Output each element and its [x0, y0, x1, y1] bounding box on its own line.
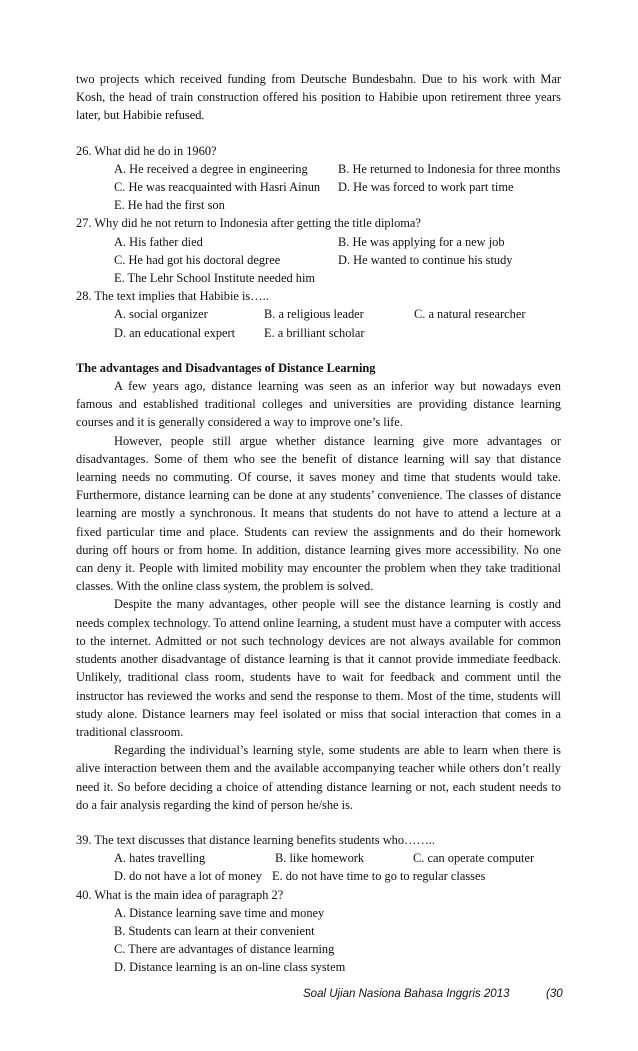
passage-paragraph-3: Despite the many advantages, other people will see the distance learning is costly and needs complex technology. To attend online learning, a student must have a computer with access to the internet. Admitted or not such technology devices are not always available for common students another disadvantage of distance learning is that it cannot provide immediate feedback. Unlikely, traditional class room, students have to wait for feedback and comment until the instructor has reviewed the works and send the response to them. Most of the time, students will study alone. Distance learners may feel isolated or miss that social interaction that comes in a traditional classroom.	[76, 597, 561, 739]
option-b: B. He returned to Indonesia for three months	[338, 161, 561, 176]
question-text: 26. What did he do in 1960?	[76, 143, 217, 158]
passage-paragraph-1: A few years ago, distance learning was seen as an inferior way but nowadays even famous and established traditional colleges and universities are providing distance learning courses and it is generally considered a way to improve one’s life.	[76, 379, 561, 430]
question-28	[76, 287, 561, 342]
option-a: A. social organizer	[114, 307, 208, 322]
question-40	[76, 886, 561, 977]
passage-paragraph-4: Regarding the individual’s learning style, some students are able to learn when there is alive interaction between them and the available accompanying teacher while others don’t really need it. So before deciding a choice of attending distance learning or not, each student needs to do a fair analysis regarding the kind of person he/she is.	[76, 743, 561, 812]
option-e: E. He had the first son	[114, 198, 225, 213]
question-text: 40. What is the main idea of paragraph 2?	[76, 887, 284, 902]
option-a: A. Distance learning save time and money	[114, 905, 325, 920]
question-26	[76, 142, 561, 215]
option-e: E. a brilliant scholar	[264, 325, 365, 340]
question-text: 28. The text implies that Habibie is…..	[76, 289, 269, 304]
option-e: E. do not have time to go to regular classes	[271, 869, 486, 884]
question-text: 27. Why did he not return to Indonesia after getting the title diploma?	[76, 216, 421, 231]
page-number: (30	[546, 988, 563, 1000]
passage-paragraph-2: However, people still argue whether distance learning give more advantages or disadvantages. Some of them who see the benefit of distance learning will say that distance learning needs no commuting. Of course, it saves money and time that students would take. Furthermore, distance learning can be done at any students’ convenience. The classes of distance learning are mostly a synchronous. It means that students do not have to attend a lecture at a fixed particular time and place. Students can review the assignments and do their homework during off hours or from home. In addition, distance learning gives more accessibility. No one can deny it. People with limited mobility may encounter the problem when they take traditional classes. With the online class system, the problem is solved.	[76, 433, 561, 594]
option-c: C. a natural researcher	[414, 307, 526, 322]
question-text: 39. The text discusses that distance learning benefits students who……..	[76, 832, 436, 847]
question-39	[76, 831, 561, 886]
option-c: C. He was reacquainted with Hasri Ainun	[114, 180, 321, 195]
option-a: A. hates travelling	[114, 851, 206, 866]
option-c: C. can operate computer	[413, 851, 535, 866]
option-d: D. an educational expert	[114, 325, 236, 340]
reading-passage	[76, 359, 561, 814]
option-e: E. The Lehr School Institute needed him	[114, 271, 316, 286]
option-b: B. He was applying for a new job	[338, 234, 505, 249]
option-a: A. His father died	[114, 234, 203, 249]
footer-text: Soal Ujian Nasiona Bahasa Inggris 2013	[303, 988, 510, 1000]
option-d: D. Distance learning is an on-line class system	[114, 960, 346, 975]
passage-title: The advantages and Disadvantages of Distance Learning	[76, 360, 376, 375]
option-d: D. do not have a lot of money	[114, 869, 262, 884]
question-27	[76, 214, 561, 287]
intro-paragraph: two projects which received funding from Deutsche Bundesbahn. Due to his work with Mar Kosh, the head of train construction offered his position to Habibie upon retirement three years later, but Habibie refused.	[76, 72, 561, 123]
page-footer	[303, 988, 563, 1000]
option-c: C. He had got his doctoral degree	[114, 252, 281, 267]
option-d: D. He was forced to work part time	[338, 180, 514, 195]
option-c: C. There are advantages of distance learning	[114, 942, 335, 957]
option-b: B. Students can learn at their convenient	[114, 923, 315, 938]
option-b: B. a religious leader	[264, 307, 364, 322]
option-b: B. like homework	[275, 851, 365, 866]
page-content	[76, 70, 561, 977]
option-d: D. He wanted to continue his study	[338, 252, 513, 267]
option-a: A. He received a degree in engineering	[114, 161, 308, 176]
